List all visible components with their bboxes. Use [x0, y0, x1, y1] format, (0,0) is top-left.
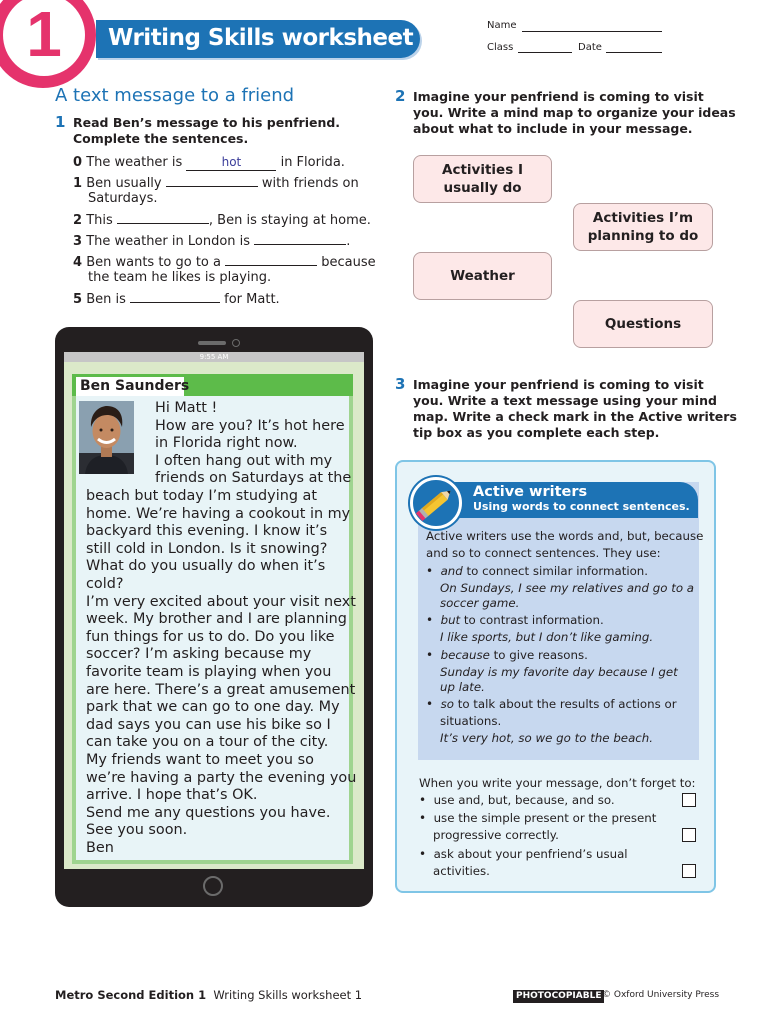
instruction-line: about what to include in your message. [413, 121, 693, 136]
message-line: Hi Matt ! [155, 400, 218, 416]
section-title: A text message to a friend [55, 85, 295, 106]
tip-but [426, 612, 604, 629]
message-line: I often hang out with my [155, 452, 333, 469]
answer-blank[interactable] [225, 254, 317, 266]
tip-text: to contrast information. [460, 613, 604, 627]
message-line: I’m very excited about your visit next [86, 593, 356, 610]
bullet: • [426, 648, 434, 662]
message-line: home. We’re having a cookout in my [86, 505, 351, 522]
message-line: dad says you can use his bike so I [86, 716, 331, 733]
message-line: See you soon. [86, 822, 188, 839]
mindmap-box-activities-planned[interactable] [573, 203, 713, 251]
message-line: Send me any questions you have. [86, 804, 331, 821]
photocopiable-badge: PHOTOCOPIABLE [513, 990, 604, 1003]
tip-and [426, 563, 648, 580]
box-label: usually do [443, 180, 522, 196]
tip-so-example: It’s very hot, so we go to the beach. [440, 731, 654, 745]
exercise-1-item-4-cont: the team he likes is playing. [88, 270, 272, 285]
tip-word: because [440, 648, 490, 662]
bullet: • [426, 697, 434, 711]
message-line: we’re having a party the evening you [86, 769, 357, 786]
item-text: Ben wants to go to a [86, 255, 221, 270]
item-text: for Matt. [224, 292, 280, 307]
active-writers-title: Active writers [473, 484, 588, 500]
item-text: Ben usually [86, 176, 162, 191]
box-label: Questions [604, 316, 682, 332]
checklist-item-3 [419, 846, 628, 863]
instruction-line: you. Write a text message using your mind [413, 393, 717, 408]
exercise-2-number: 2 [395, 87, 406, 105]
exercise-3-instruction [413, 377, 737, 441]
active-writers-intro-2: and so to connect sentences. They use: [426, 546, 661, 560]
checklist-item-2-cont: progressive correctly. [433, 828, 559, 842]
message-body [86, 488, 356, 857]
message-line: can take you on a tour of the city. [86, 734, 329, 751]
message-line: What do you usually do when it’s [86, 558, 326, 575]
item-number: 0 [73, 155, 83, 170]
item-text: because [321, 255, 376, 270]
message-line: in Florida right now. [155, 435, 298, 452]
answer-blank[interactable] [130, 291, 220, 303]
answer-blank[interactable] [117, 212, 209, 224]
tip-text: to connect similar information. [462, 564, 649, 578]
message-line: Ben [86, 839, 114, 856]
tip-so-cont: situations. [440, 714, 502, 728]
item-text: , Ben is staying at home. [208, 213, 371, 228]
tip-because [426, 647, 588, 664]
message-line: friends on Saturdays at the [155, 470, 352, 487]
class-label: Class [487, 42, 514, 53]
message-line: fun things for us to do. Do you like [86, 628, 335, 645]
page-title: Writing Skills worksheet [108, 25, 414, 51]
tip-text: to give reasons. [489, 648, 588, 662]
checklist-text: use the simple present or the present [433, 811, 657, 825]
item-number: 2 [73, 213, 83, 228]
footer-worksheet: Writing Skills worksheet 1 [213, 988, 363, 1002]
message-line: cold? [86, 575, 124, 592]
tip-so [426, 696, 677, 713]
exercise-1-item-1-cont: Saturdays. [88, 191, 158, 206]
sender-name: Ben Saunders [80, 378, 190, 394]
home-button[interactable] [203, 876, 223, 896]
checklist-text: use and, but, because, and so. [433, 793, 615, 807]
item-text: . [346, 234, 351, 249]
box-label: Activities I’m [592, 210, 694, 226]
checklist-checkbox-3[interactable] [682, 864, 696, 878]
exercise-1-item-4 [73, 254, 376, 271]
checklist-item-2 [419, 810, 656, 827]
instruction-line: Imagine your penfriend is coming to visit [413, 377, 704, 392]
instruction-line: you. Write a mind map to organize your ideas [413, 105, 736, 120]
message-line: park that we can go to one day. My [86, 699, 340, 716]
exercise-1-number: 1 [55, 113, 66, 131]
answer-blank[interactable] [166, 175, 258, 187]
status-bar: 9:55 AM [64, 352, 364, 362]
exercise-1-item-2 [73, 212, 371, 229]
exercise-2-instruction [413, 89, 736, 137]
answer-blank[interactable] [254, 233, 346, 245]
date-field[interactable] [606, 52, 662, 53]
class-field[interactable] [518, 52, 572, 53]
exercise-1-item-3 [73, 233, 350, 250]
exercise-1-item-1 [73, 175, 359, 192]
tip-text: to talk about the results of actions or [453, 697, 677, 711]
message-top-block [155, 400, 351, 488]
exercise-1-item-5 [73, 291, 280, 308]
checklist-item-3-cont: activities. [433, 864, 490, 878]
message-line: beach but today I’m studying at [86, 488, 317, 504]
bullet: • [426, 564, 434, 578]
item-text: Ben is [86, 292, 126, 307]
name-label: Name [487, 20, 517, 31]
exercise-3-number: 3 [395, 375, 406, 393]
tip-because-example: Sunday is my favorite day because I get [440, 665, 678, 679]
instruction-line: map. Write a check mark in the Active writers [413, 409, 737, 424]
message-line: still cold in London. Is it snowing? [86, 540, 328, 557]
pencil-icon [410, 477, 462, 529]
unit-number: 1 [26, 0, 62, 70]
checklist-item-1 [419, 792, 615, 809]
mindmap-box-weather[interactable] [413, 252, 552, 300]
message-line: My friends want to meet you so [86, 751, 314, 768]
publisher-credit: © Oxford University Press [602, 990, 720, 1000]
message-line: backyard this evening. I know it’s [86, 523, 328, 540]
bullet: • [419, 847, 427, 861]
camera-icon [232, 339, 240, 347]
bullet: • [426, 613, 434, 627]
item-text: in Florida. [280, 155, 345, 170]
tip-word: so [440, 697, 454, 711]
message-line: soccer? I’m asking because my [86, 646, 312, 663]
item-number: 1 [73, 176, 83, 191]
exercise-1-instruction [73, 115, 340, 147]
item-text: This [86, 213, 113, 228]
reminder-text: When you write your message, don’t forget to: [419, 776, 696, 790]
instruction-line: Imagine your penfriend is coming to visit [413, 89, 704, 104]
tip-but-example: I like sports, but I don’t like gaming. [440, 630, 654, 644]
active-writers-intro: Active writers use the words and, but, because [426, 529, 704, 543]
footer-title [55, 988, 362, 1002]
box-label: Activities I [442, 162, 523, 178]
item-text: The weather in London is [86, 234, 251, 249]
exercise-1-item-0 [73, 154, 345, 171]
tip-because-example-2: up late. [440, 680, 485, 694]
box-label: Weather [450, 268, 515, 284]
message-line: week. My brother and I are planning [86, 611, 347, 628]
mindmap-box-questions[interactable] [573, 300, 713, 348]
message-line: are here. There’s a great amusement [86, 681, 356, 698]
speaker-icon [198, 341, 226, 345]
bullet: • [419, 793, 427, 807]
tip-and-example: On Sundays, I see my relatives and go to a [440, 581, 695, 595]
tip-word: but [440, 613, 461, 627]
item-text: with friends on [261, 176, 359, 191]
footer-course: Metro Second Edition 1 [55, 988, 207, 1002]
instruction-line: tip box as you complete each step. [413, 425, 660, 440]
item-number: 5 [73, 292, 83, 307]
checklist-checkbox-1[interactable] [682, 793, 696, 807]
active-writers-subtitle: Using words to connect sentences. [473, 500, 690, 513]
checklist-checkbox-2[interactable] [682, 828, 696, 842]
message-line: favorite team is playing when you [86, 663, 332, 680]
mindmap-box-activities-usual[interactable] [413, 155, 552, 203]
tip-and-example-2: soccer game. [440, 596, 520, 610]
message-line: arrive. I hope that’s OK. [86, 787, 258, 804]
checklist-text: ask about your penfriend’s usual [433, 847, 628, 861]
instruction-line: Read Ben’s message to his penfriend. [73, 115, 341, 130]
tip-word: and [440, 564, 463, 578]
date-label: Date [578, 42, 602, 53]
avatar [79, 401, 134, 474]
instruction-line: Complete the sentences. [73, 131, 249, 146]
box-label: planning to do [587, 228, 699, 244]
item-number: 4 [73, 255, 83, 270]
item-text: The weather is [86, 155, 183, 170]
example-answer: hot [186, 154, 276, 171]
name-field[interactable] [522, 31, 662, 32]
item-number: 3 [73, 234, 83, 249]
message-line: How are you? It’s hot here [155, 417, 345, 434]
bullet: • [419, 811, 427, 825]
